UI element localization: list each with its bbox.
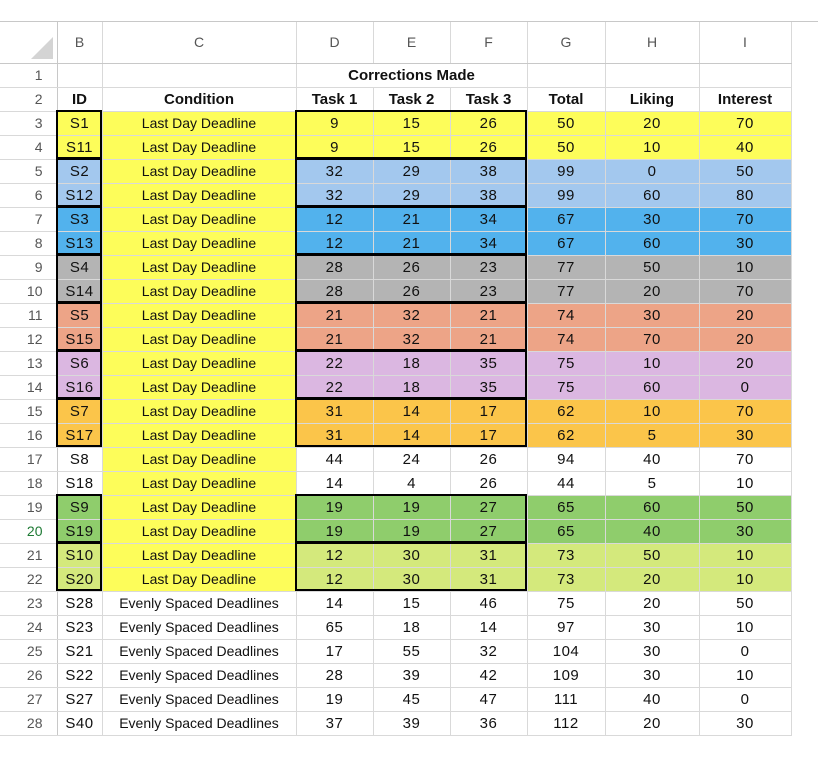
table-row [0,639,791,663]
cell-task-3[interactable]: 26 [450,447,527,471]
cell-task-3[interactable]: 23 [450,255,527,279]
row-header[interactable]: 20 [0,519,57,543]
cell-task-3[interactable]: 26 [450,135,527,159]
row-header[interactable]: 26 [0,663,57,687]
cell-liking[interactable]: 40 [605,687,699,711]
cell-task-1[interactable]: 44 [296,447,373,471]
cell-interest[interactable]: 30 [699,423,791,447]
cell-task-3[interactable]: 27 [450,495,527,519]
cell-liking[interactable]: 20 [605,111,699,135]
cell-interest[interactable]: 70 [699,207,791,231]
cell-condition[interactable]: Last Day Deadline [102,159,296,183]
cell-task-3[interactable]: 23 [450,279,527,303]
cell-id[interactable]: S40 [57,711,102,735]
table-row [0,231,791,255]
cell-task-2[interactable]: 29 [373,183,450,207]
cell-interest[interactable]: 50 [699,495,791,519]
select-all-corner[interactable] [0,22,57,63]
row-header[interactable]: 9 [0,255,57,279]
cell-condition[interactable]: Last Day Deadline [102,303,296,327]
cell-total[interactable]: 62 [527,423,605,447]
cell-id[interactable]: S23 [57,615,102,639]
column-header-i[interactable]: I [699,22,791,63]
cell-liking[interactable]: 10 [605,351,699,375]
header-condition[interactable]: Condition [102,87,296,111]
cell-task-2[interactable]: 19 [373,495,450,519]
cell-task-3[interactable]: 21 [450,327,527,351]
cell-task-2[interactable]: 45 [373,687,450,711]
table-row [0,567,791,591]
cell[interactable] [605,63,699,87]
cell-task-1[interactable]: 19 [296,519,373,543]
spreadsheet-grid[interactable] [0,22,792,736]
row-header[interactable]: 5 [0,159,57,183]
column-header-h[interactable]: H [605,22,699,63]
cell-id[interactable]: S11 [57,135,102,159]
cell-task-3[interactable]: 38 [450,159,527,183]
cell-id[interactable]: S15 [57,327,102,351]
cell-id[interactable]: S2 [57,159,102,183]
cell-total[interactable]: 73 [527,567,605,591]
column-header-e[interactable]: E [373,22,450,63]
cell-task-1[interactable]: 37 [296,711,373,735]
cell-interest[interactable]: 0 [699,687,791,711]
cell-interest[interactable]: 80 [699,183,791,207]
cell-task-1[interactable]: 9 [296,111,373,135]
cell-task-3[interactable]: 17 [450,399,527,423]
cell-condition[interactable]: Evenly Spaced Deadlines [102,615,296,639]
cell-liking[interactable]: 30 [605,615,699,639]
cell-total[interactable]: 67 [527,231,605,255]
cell-total[interactable]: 73 [527,543,605,567]
cell-task-1[interactable]: 31 [296,423,373,447]
cell-task-1[interactable]: 19 [296,495,373,519]
cell-condition[interactable]: Last Day Deadline [102,471,296,495]
cell-condition[interactable]: Evenly Spaced Deadlines [102,591,296,615]
cell-id[interactable]: S28 [57,591,102,615]
cell-task-1[interactable]: 12 [296,207,373,231]
cell-condition[interactable]: Last Day Deadline [102,327,296,351]
table-row [0,327,791,351]
cell-task-3[interactable]: 42 [450,663,527,687]
column-header-c[interactable]: C [102,22,296,63]
column-header-row [0,22,791,63]
cell-id[interactable]: S18 [57,471,102,495]
row-header[interactable]: 15 [0,399,57,423]
table-row [0,159,791,183]
cell-total[interactable]: 77 [527,255,605,279]
cell-task-1[interactable]: 9 [296,135,373,159]
cell-task-1[interactable]: 21 [296,303,373,327]
table-row [0,303,791,327]
cell-task-2[interactable]: 18 [373,615,450,639]
cell-condition[interactable]: Last Day Deadline [102,447,296,471]
cell-task-3[interactable]: 21 [450,303,527,327]
table-row [0,207,791,231]
cell-task-2[interactable]: 15 [373,591,450,615]
cell-id[interactable]: S4 [57,255,102,279]
cell-task-1[interactable]: 14 [296,471,373,495]
cell-condition[interactable]: Evenly Spaced Deadlines [102,663,296,687]
row-header[interactable]: 22 [0,567,57,591]
table-row [0,663,791,687]
corrections-made-header[interactable]: Corrections Made [296,63,527,87]
cell-total[interactable]: 94 [527,447,605,471]
table-row [0,351,791,375]
cell-interest[interactable]: 30 [699,711,791,735]
row-header[interactable]: 4 [0,135,57,159]
header-interest[interactable]: Interest [699,87,791,111]
cell-task-2[interactable]: 26 [373,255,450,279]
cell-total[interactable]: 65 [527,495,605,519]
cell-condition[interactable]: Last Day Deadline [102,519,296,543]
cell-task-1[interactable]: 28 [296,279,373,303]
cell-task-1[interactable]: 22 [296,375,373,399]
row-header[interactable]: 13 [0,351,57,375]
header-id[interactable]: ID [57,87,102,111]
cell-interest[interactable]: 10 [699,255,791,279]
cell-interest[interactable]: 10 [699,567,791,591]
row-header[interactable]: 17 [0,447,57,471]
header-task-2[interactable]: Task 2 [373,87,450,111]
cell-interest[interactable]: 10 [699,543,791,567]
cell-liking[interactable]: 50 [605,543,699,567]
cell-task-3[interactable]: 34 [450,207,527,231]
cell-interest[interactable]: 20 [699,351,791,375]
cell-condition[interactable]: Last Day Deadline [102,567,296,591]
cell-liking[interactable]: 10 [605,399,699,423]
cell-task-3[interactable]: 31 [450,543,527,567]
column-header-g[interactable]: G [527,22,605,63]
cell-id[interactable]: S16 [57,375,102,399]
cell[interactable] [699,63,791,87]
cell-total[interactable]: 74 [527,303,605,327]
row-header[interactable]: 16 [0,423,57,447]
cell-task-3[interactable]: 46 [450,591,527,615]
row-header[interactable]: 23 [0,591,57,615]
cell-task-3[interactable]: 31 [450,567,527,591]
cell-liking[interactable]: 5 [605,471,699,495]
row-header[interactable]: 11 [0,303,57,327]
cell-id[interactable]: S13 [57,231,102,255]
table-row [0,279,791,303]
row-header[interactable]: 19 [0,495,57,519]
cell-condition[interactable]: Last Day Deadline [102,207,296,231]
row-header[interactable]: 27 [0,687,57,711]
cell-task-2[interactable]: 14 [373,399,450,423]
cell-task-3[interactable]: 26 [450,471,527,495]
select-all-triangle-icon [31,37,53,59]
sheet-row-2 [0,87,791,111]
cell-id[interactable]: S5 [57,303,102,327]
table-row [0,543,791,567]
table-row [0,135,791,159]
cell-task-2[interactable]: 15 [373,135,450,159]
cell-task-1[interactable]: 14 [296,591,373,615]
cell-condition[interactable]: Last Day Deadline [102,351,296,375]
cell-task-3[interactable]: 27 [450,519,527,543]
cell-id[interactable]: S19 [57,519,102,543]
cell-task-3[interactable]: 32 [450,639,527,663]
column-header-b[interactable]: B [57,22,102,63]
row-header[interactable]: 2 [0,87,57,111]
table-row [0,519,791,543]
cell-interest[interactable]: 50 [699,159,791,183]
cell-total[interactable]: 97 [527,615,605,639]
cell-liking[interactable]: 10 [605,135,699,159]
cell-task-1[interactable]: 65 [296,615,373,639]
cell-task-2[interactable]: 30 [373,543,450,567]
cell-interest[interactable]: 10 [699,615,791,639]
cell-interest[interactable]: 70 [699,279,791,303]
row-header[interactable]: 3 [0,111,57,135]
table-row [0,495,791,519]
cell-interest[interactable]: 70 [699,111,791,135]
row-header[interactable]: 14 [0,375,57,399]
cell-condition[interactable]: Last Day Deadline [102,279,296,303]
cell-task-2[interactable]: 21 [373,207,450,231]
cell-condition[interactable]: Last Day Deadline [102,495,296,519]
cell-task-1[interactable]: 32 [296,183,373,207]
cell-task-1[interactable]: 19 [296,687,373,711]
cell-total[interactable]: 75 [527,351,605,375]
cell-task-1[interactable]: 21 [296,327,373,351]
cell-task-2[interactable]: 18 [373,375,450,399]
cell-task-2[interactable]: 24 [373,447,450,471]
cell-total[interactable]: 50 [527,135,605,159]
cell-liking[interactable]: 60 [605,231,699,255]
cell-id[interactable]: S20 [57,567,102,591]
cell-id[interactable]: S22 [57,663,102,687]
row-header[interactable]: 21 [0,543,57,567]
row-header[interactable]: 7 [0,207,57,231]
cell-total[interactable]: 75 [527,591,605,615]
cell-condition[interactable]: Last Day Deadline [102,183,296,207]
cell-interest[interactable]: 30 [699,519,791,543]
cell-task-3[interactable]: 36 [450,711,527,735]
cell-id[interactable]: S10 [57,543,102,567]
table-row [0,423,791,447]
cell-id[interactable]: S27 [57,687,102,711]
cell-task-3[interactable]: 17 [450,423,527,447]
cell-condition[interactable]: Evenly Spaced Deadlines [102,687,296,711]
row-header[interactable]: 6 [0,183,57,207]
cell-task-2[interactable]: 4 [373,471,450,495]
cell-interest[interactable]: 10 [699,471,791,495]
cell-interest[interactable]: 0 [699,375,791,399]
cell-interest[interactable]: 0 [699,639,791,663]
cell-interest[interactable]: 20 [699,303,791,327]
cell-task-2[interactable]: 19 [373,519,450,543]
cell-condition[interactable]: Last Day Deadline [102,135,296,159]
cell-condition[interactable]: Last Day Deadline [102,111,296,135]
cell-total[interactable]: 75 [527,375,605,399]
table-row [0,471,791,495]
cell-task-2[interactable]: 32 [373,303,450,327]
row-header[interactable]: 12 [0,327,57,351]
column-header-d[interactable]: D [296,22,373,63]
row-header[interactable]: 1 [0,63,57,87]
cell-task-3[interactable]: 47 [450,687,527,711]
cell-task-3[interactable]: 38 [450,183,527,207]
cell-task-2[interactable]: 14 [373,423,450,447]
cell-liking[interactable]: 40 [605,519,699,543]
header-task-1[interactable]: Task 1 [296,87,373,111]
cell-task-2[interactable]: 32 [373,327,450,351]
cell-condition[interactable]: Last Day Deadline [102,375,296,399]
cell-task-2[interactable]: 39 [373,711,450,735]
table-row [0,591,791,615]
cell-total[interactable]: 65 [527,519,605,543]
cell-task-2[interactable]: 30 [373,567,450,591]
row-header[interactable]: 10 [0,279,57,303]
row-header[interactable]: 18 [0,471,57,495]
cell-interest[interactable]: 40 [699,135,791,159]
sheet-row-1 [0,63,791,87]
row-header[interactable]: 24 [0,615,57,639]
cell-task-2[interactable]: 18 [373,351,450,375]
table-row [0,375,791,399]
cell-liking[interactable]: 20 [605,567,699,591]
cell-condition[interactable]: Evenly Spaced Deadlines [102,639,296,663]
table-row [0,447,791,471]
cell-task-1[interactable]: 22 [296,351,373,375]
cell-total[interactable]: 99 [527,183,605,207]
cell-task-2[interactable]: 55 [373,639,450,663]
cell-condition[interactable]: Last Day Deadline [102,543,296,567]
cell-task-1[interactable]: 17 [296,639,373,663]
cell-id[interactable]: S21 [57,639,102,663]
cell-id[interactable]: S14 [57,279,102,303]
cell-interest[interactable]: 70 [699,399,791,423]
cell-liking[interactable]: 20 [605,591,699,615]
cell-task-3[interactable]: 34 [450,231,527,255]
cell-liking[interactable]: 60 [605,495,699,519]
cell-task-3[interactable]: 26 [450,111,527,135]
cell-condition[interactable]: Evenly Spaced Deadlines [102,711,296,735]
cell-liking[interactable]: 60 [605,375,699,399]
header-total[interactable]: Total [527,87,605,111]
cell-task-1[interactable]: 12 [296,567,373,591]
cell-liking[interactable]: 40 [605,447,699,471]
cell-condition[interactable]: Last Day Deadline [102,423,296,447]
cell-total[interactable]: 99 [527,159,605,183]
cell-liking[interactable]: 5 [605,423,699,447]
table-row [0,711,791,735]
cell-task-3[interactable]: 35 [450,375,527,399]
cell-total[interactable]: 50 [527,111,605,135]
cell-liking[interactable]: 0 [605,159,699,183]
cell-total[interactable]: 112 [527,711,605,735]
table-row [0,255,791,279]
cell-id[interactable]: S17 [57,423,102,447]
row-header[interactable]: 25 [0,639,57,663]
table-row [0,183,791,207]
cell-task-3[interactable]: 35 [450,351,527,375]
cell-interest[interactable]: 20 [699,327,791,351]
row-header[interactable]: 8 [0,231,57,255]
cell-task-1[interactable]: 32 [296,159,373,183]
cell-interest[interactable]: 70 [699,447,791,471]
cell-task-2[interactable]: 29 [373,159,450,183]
cell-interest[interactable]: 50 [699,591,791,615]
cell-condition[interactable]: Last Day Deadline [102,399,296,423]
cell-total[interactable]: 67 [527,207,605,231]
table-row [0,399,791,423]
cell-task-2[interactable]: 26 [373,279,450,303]
cell-total[interactable]: 104 [527,639,605,663]
cell-total[interactable]: 44 [527,471,605,495]
cell-liking[interactable]: 70 [605,327,699,351]
cell-liking[interactable]: 60 [605,183,699,207]
cell-total[interactable]: 109 [527,663,605,687]
cell-task-2[interactable]: 39 [373,663,450,687]
cell-task-3[interactable]: 14 [450,615,527,639]
cell-task-1[interactable]: 12 [296,543,373,567]
cell-condition[interactable]: Last Day Deadline [102,255,296,279]
cell[interactable] [57,63,102,87]
cell-task-1[interactable]: 12 [296,231,373,255]
table-row [0,687,791,711]
table-row [0,111,791,135]
cell-id[interactable]: S1 [57,111,102,135]
cell-id[interactable]: S12 [57,183,102,207]
cell-task-2[interactable]: 21 [373,231,450,255]
cell-task-1[interactable]: 28 [296,255,373,279]
cell-id[interactable]: S3 [57,207,102,231]
cell-id[interactable]: S7 [57,399,102,423]
cell-interest[interactable]: 30 [699,231,791,255]
cell-task-2[interactable]: 15 [373,111,450,135]
cell-liking[interactable]: 30 [605,663,699,687]
cell-id[interactable]: S8 [57,447,102,471]
cell-liking[interactable]: 50 [605,255,699,279]
cell[interactable] [102,63,296,87]
cell-liking[interactable]: 30 [605,207,699,231]
table-row [0,615,791,639]
cell-task-1[interactable]: 28 [296,663,373,687]
cell-total[interactable]: 77 [527,279,605,303]
cell-total[interactable]: 62 [527,399,605,423]
column-header-f[interactable]: F [450,22,527,63]
header-task-3[interactable]: Task 3 [450,87,527,111]
header-liking[interactable]: Liking [605,87,699,111]
cell-id[interactable]: S6 [57,351,102,375]
cell-total[interactable]: 74 [527,327,605,351]
row-header[interactable]: 28 [0,711,57,735]
cell-id[interactable]: S9 [57,495,102,519]
cell-liking[interactable]: 20 [605,711,699,735]
cell-task-1[interactable]: 31 [296,399,373,423]
cell[interactable] [527,63,605,87]
cell-condition[interactable]: Last Day Deadline [102,231,296,255]
cell-liking[interactable]: 20 [605,279,699,303]
cell-total[interactable]: 111 [527,687,605,711]
cell-interest[interactable]: 10 [699,663,791,687]
cell-liking[interactable]: 30 [605,303,699,327]
cell-liking[interactable]: 30 [605,639,699,663]
